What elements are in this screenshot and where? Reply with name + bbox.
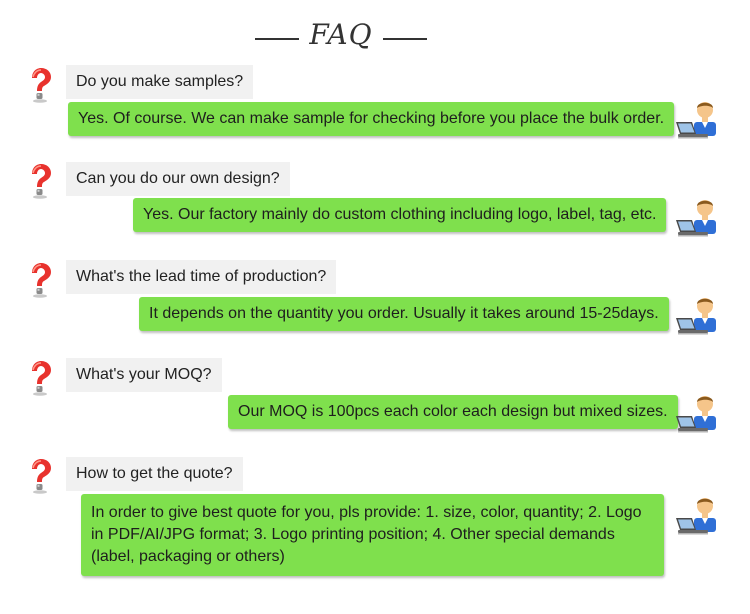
- faq-question: Do you make samples?: [66, 65, 253, 99]
- faq-question: Can you do our own design?: [66, 162, 290, 196]
- faq-header: [0, 18, 750, 58]
- person-laptop-icon: [674, 494, 720, 536]
- faq-question: What's the lead time of production?: [66, 260, 336, 294]
- faq-question: How to get the quote?: [66, 457, 243, 491]
- page-title: FAQ: [309, 18, 373, 51]
- faq-question: What's your MOQ?: [66, 358, 222, 392]
- header-divider-right: [383, 38, 427, 40]
- faq-answer: Yes. Of course. We can make sample for checking before you place the bulk order.: [68, 102, 674, 136]
- faq-answer: In order to give best quote for you, pls provide: 1. size, color, quantity; 2. Logo in PDF/AI/JPG format; 3. Logo printing position; 4. Other special demands (label, packaging or others): [81, 494, 664, 576]
- question-mark-icon: [26, 262, 54, 298]
- faq-answer: Our MOQ is 100pcs each color each design but mixed sizes.: [228, 395, 678, 429]
- header-divider-left: [255, 38, 299, 40]
- question-mark-icon: [26, 163, 54, 199]
- faq-answer: Yes. Our factory mainly do custom clothing including logo, label, tag, etc.: [133, 198, 666, 232]
- question-mark-icon: [26, 67, 54, 103]
- faq-answer: It depends on the quantity you order. Usually it takes around 15-25days.: [139, 297, 669, 331]
- question-mark-icon: [26, 458, 54, 494]
- person-laptop-icon: [674, 294, 720, 336]
- person-laptop-icon: [674, 196, 720, 238]
- question-mark-icon: [26, 360, 54, 396]
- person-laptop-icon: [674, 98, 720, 140]
- person-laptop-icon: [674, 392, 720, 434]
